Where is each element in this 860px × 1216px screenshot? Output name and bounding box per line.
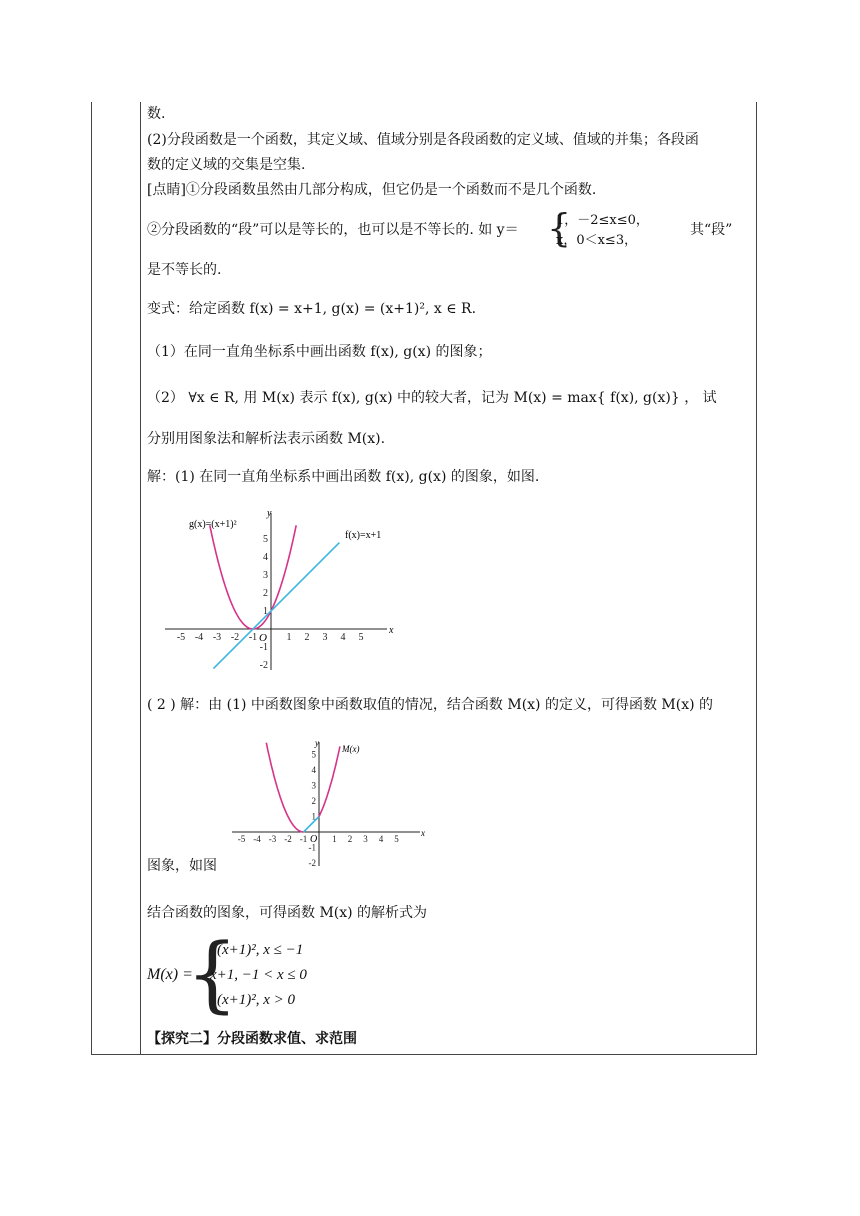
text-line: ②分段函数的“段”可以是等长的，也可以是不等长的. 如 y＝ xyxy=(147,222,519,238)
x-tick-label: 4 xyxy=(340,632,346,643)
x-tick-label: -1 xyxy=(248,632,258,643)
solution-2: ( 2 ) 解：由 (1) 中函数图象中函数取值的情况，结合函数 M(x) 的定义，可得函数 M(x) 的 xyxy=(147,697,714,713)
table-border-bottom xyxy=(91,1054,757,1055)
question-2: （2） ∀x ∈ R, 用 M(x) 表示 f(x), g(x) 中的较大者，记为 M(x) = max{ f(x), g(x)} ， 试 xyxy=(147,390,717,406)
y-tick-label: 3 xyxy=(263,570,268,581)
x-axis-label: x xyxy=(389,625,394,636)
graph-f-g xyxy=(165,505,400,675)
y-axis-label: y xyxy=(267,508,272,519)
y-tick-label: 5 xyxy=(263,534,268,545)
y-tick-label: 4 xyxy=(311,765,316,775)
m-case-1: (x+1)², x ≤ −1 xyxy=(217,942,304,958)
y-tick-label: -2 xyxy=(308,858,316,868)
y-tick-label: 1 xyxy=(311,811,316,822)
piecewise-case: x，0＜x≤3， xyxy=(556,233,638,248)
m-left-branch xyxy=(266,743,303,832)
x-tick-label: -5 xyxy=(176,632,186,643)
piecewise-brace: { xyxy=(547,206,572,250)
piecewise-brace: { xyxy=(186,927,239,1022)
solution-1: 解：(1) 在同一直角坐标系中画出函数 f(x), g(x) 的图象，如图. xyxy=(147,469,540,485)
x-tick-label: 3 xyxy=(363,834,368,844)
origin-label: O xyxy=(259,632,267,644)
table-border-right xyxy=(756,102,757,1055)
m-definition-label: M(x) = xyxy=(147,966,193,983)
y-tick-label: 2 xyxy=(263,588,268,599)
x-tick-label: -4 xyxy=(194,632,204,643)
m-case-2: x+1, −1 < x ≤ 0 xyxy=(210,967,307,983)
x-tick-label: -4 xyxy=(253,834,261,844)
x-tick-label: 5 xyxy=(394,834,399,844)
text-line: 其“段” xyxy=(690,222,733,238)
table-border-middle xyxy=(140,102,141,1055)
x-tick-label: 2 xyxy=(347,834,353,844)
x-axis-label: x xyxy=(421,828,425,838)
y-axis-label: y xyxy=(315,738,319,748)
figure-caption: 图象，如图 xyxy=(147,858,217,874)
x-tick-label: -1 xyxy=(299,834,308,844)
origin-label: O xyxy=(310,834,318,845)
y-tick-label: 3 xyxy=(311,780,316,791)
f-label: f(x)=x+1 xyxy=(345,530,382,541)
g-label: g(x)=(x+1)² xyxy=(189,519,237,530)
x-tick-label: -5 xyxy=(237,834,246,844)
x-tick-label: 1 xyxy=(332,834,337,844)
y-tick-label: 5 xyxy=(311,749,316,760)
x-tick-label: 1 xyxy=(286,632,292,643)
y-tick-label: -1 xyxy=(308,842,316,853)
y-tick-label: 4 xyxy=(263,552,268,563)
x-tick-label: 2 xyxy=(304,632,310,643)
text-line: [点睛]①分段函数虽然由几部分构成，但它仍是一个函数而不是几个函数. xyxy=(147,182,597,198)
x-tick-label: -3 xyxy=(212,632,222,643)
text-line: (2)分段函数是一个函数，其定义域、值域分别是各段函数的定义域、值域的并集；各段函 xyxy=(147,132,699,148)
y-tick-label: 2 xyxy=(311,796,316,806)
y-tick-label: -2 xyxy=(259,660,268,671)
m-label: M(x) xyxy=(342,744,360,754)
y-tick-label: -1 xyxy=(259,642,268,653)
combine-text: 结合函数的图象，可得函数 M(x) 的解析式为 xyxy=(147,905,428,921)
x-tick-label: 3 xyxy=(322,632,328,643)
x-tick-label: -3 xyxy=(268,834,277,844)
graph-m xyxy=(232,738,427,870)
x-tick-label: -2 xyxy=(284,834,292,844)
question-2-cont: 分别用图象法和解析法表示函数 M(x). xyxy=(147,431,386,447)
x-tick-label: 5 xyxy=(358,632,364,643)
text-line: 数的定义域的交集是空集. xyxy=(147,157,306,173)
piecewise-case: 1，－2≤x≤0， xyxy=(556,213,649,228)
m-right-branch xyxy=(319,746,340,816)
m-case-3: (x+1)², x > 0 xyxy=(217,992,296,1008)
x-tick-label: -2 xyxy=(230,632,240,643)
x-tick-label: 4 xyxy=(378,834,384,844)
section-heading: 【探究二】分段函数求值、求范围 xyxy=(147,1031,357,1047)
y-tick-label: 1 xyxy=(263,606,268,617)
text-line: 是不等长的. xyxy=(147,262,222,278)
text-line: 数. xyxy=(147,106,166,122)
table-border-left xyxy=(91,102,92,1055)
g-curve xyxy=(210,525,296,629)
variant-text: 变式：给定函数 f(x) = x+1, g(x) = (x+1)², x ∈ R. xyxy=(147,301,477,317)
question-1: （1）在同一直角坐标系中画出函数 f(x), g(x) 的图象； xyxy=(147,344,492,360)
